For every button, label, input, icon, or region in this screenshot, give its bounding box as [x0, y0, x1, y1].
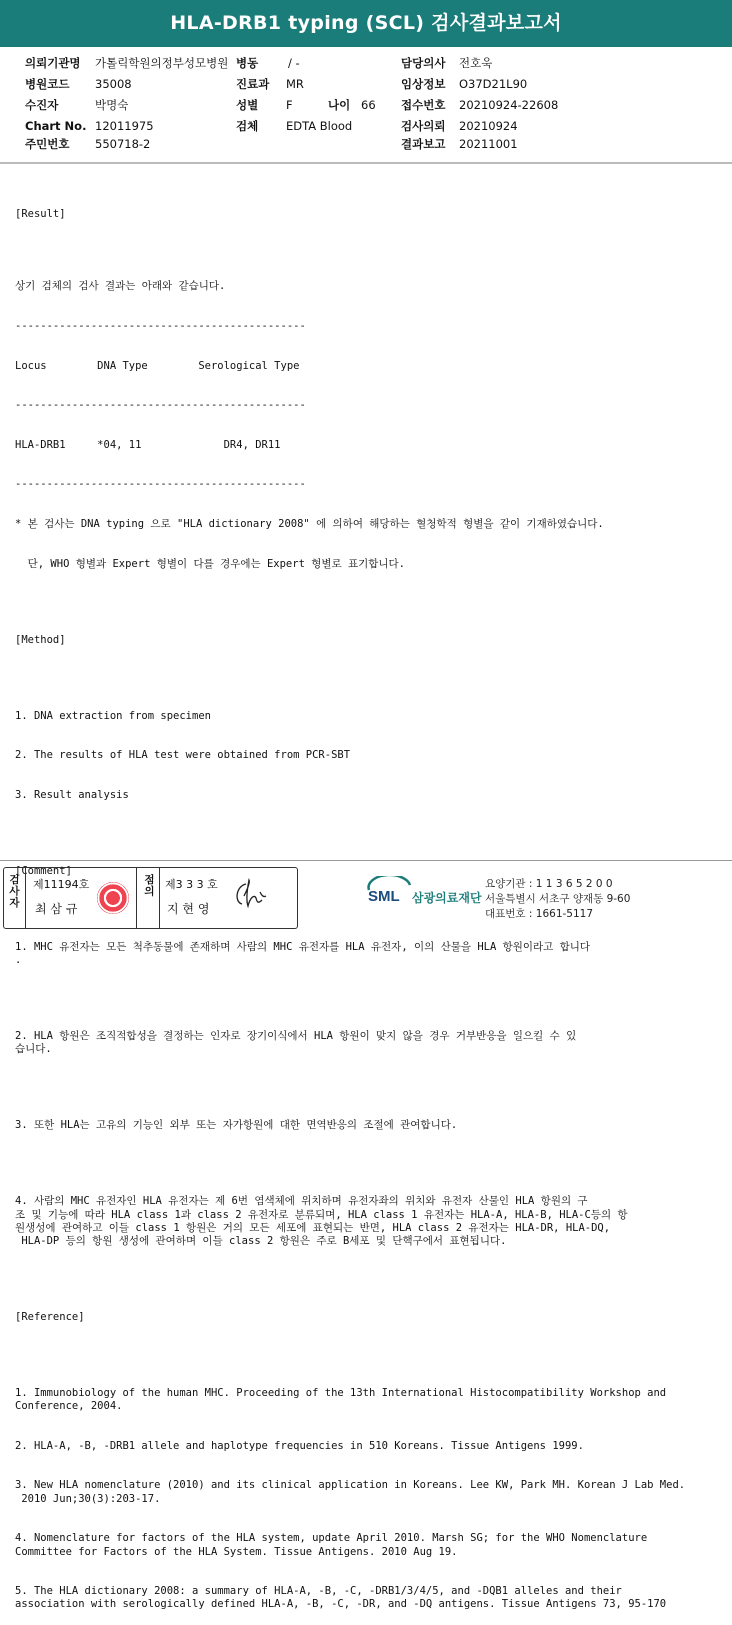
result-note-1: * 본 검사는 DNA typing 으로 "HLA dictionary 2008" 에 의하여 해당하는 혈청학적 형별을 같이 기재하였습니다.: [15, 518, 604, 531]
reference-item: 5. The HLA dictionary 2008: a summary of HLA-A, -B, -C, -DRB1/3/4/5, and -DQB1 alleles and their association with serologically defined HLA-A, -B, -C, -DR, and -DQ antigens. Tissue Antigens 73, 95-170: [15, 1585, 667, 1611]
result-rule-3: ----------------------------------------------: [15, 478, 306, 491]
label-department: 진료과: [236, 77, 270, 91]
label-age: 나이: [328, 98, 351, 112]
label-clinical-info: 임상정보: [401, 77, 446, 91]
label-ward: 병동: [236, 56, 259, 70]
label-institution: 의뢰기관명: [25, 56, 81, 70]
value-report-date: 20211001: [459, 137, 518, 151]
value-request-date: 20210924: [459, 119, 518, 133]
org-address: [485, 877, 630, 922]
value-hospital-code: 35008: [95, 77, 132, 91]
comment-item: 2. HLA 항원은 조직적합성을 결정하는 인자로 장기이식에서 HLA 항원이 맞지 않을 경우 거부반응을 일으킬 수 있 습니다.: [15, 1030, 577, 1056]
signature-box: [3, 867, 298, 929]
value-ward: / -: [288, 56, 300, 70]
comment-item: 3. 또한 HLA는 고유의 기능인 외부 또는 자가항원에 대한 면역반응의 조절에 관여합니다.: [15, 1119, 458, 1132]
method-item: 2. The results of HLA test were obtained from PCR-SBT: [15, 749, 351, 762]
patient-info-col1: [25, 56, 228, 152]
method-item: 3. Result analysis: [15, 788, 129, 801]
value-department: MR: [286, 77, 304, 91]
reference-item: 1. Immunobiology of the human MHC. Proceeding of the 13th International Histocompatibility Workshop and Conference, 2004.: [15, 1387, 667, 1413]
label-resident-no: 주민번호: [25, 137, 70, 151]
value-institution: 가톨릭학원의정부성모병원: [95, 56, 229, 70]
examiner-label: 검사자: [8, 874, 20, 909]
value-receipt-no: 20210924-22608: [459, 98, 559, 112]
label-physician: 담당의사: [401, 56, 446, 70]
result-table-header: Locus DNA Type Serological Type: [15, 359, 300, 372]
value-sex: F: [286, 98, 293, 112]
svg-text:SML: SML: [368, 888, 400, 905]
method-item: 1. DNA extraction from specimen: [15, 709, 211, 722]
reviewer-label: 점의: [143, 874, 155, 897]
reference-heading: [Reference]: [15, 1311, 85, 1324]
result-rule-2: ----------------------------------------------: [15, 399, 306, 412]
reference-item: 4. Nomenclature for factors of the HLA system, update April 2010. Marsh SG; for the WHO Nomenclature Committee for Factors of the HLA System. Tissue Antigens. 2010 Aug 19.: [15, 1532, 648, 1558]
examiner-seal-icon: [97, 882, 129, 914]
result-table-row: HLA-DRB1 *04, 11 DR4, DR11: [15, 438, 281, 451]
method-heading: [Method]: [15, 633, 66, 646]
sml-logo-icon: [366, 876, 414, 906]
reference-item: 3. New HLA nomenclature (2010) and its clinical application in Koreans. Lee KW, Park MH. Korean J Lab Med. 2010 Jun;30(3):203-17.: [15, 1479, 686, 1505]
org-street: 서울특별시 서초구 양재동 9-60: [485, 893, 631, 905]
label-specimen: 검체: [236, 119, 259, 133]
header-divider: [0, 162, 732, 164]
examiner-name: 최 삼 규: [35, 902, 78, 916]
reviewer-name: 지 현 영: [167, 902, 210, 916]
patient-info-col2: [236, 56, 376, 134]
examiner-license: 제11194호: [33, 878, 90, 891]
value-chart-no: 12011975: [95, 119, 154, 133]
value-physician: 전호욱: [459, 56, 493, 70]
result-note-2: 단, WHO 형별과 Expert 형별이 다를 경우에는 Expert 형별로 표기합니다.: [15, 557, 406, 570]
comment-heading: [Comment]: [15, 864, 72, 877]
label-patient: 수진자: [25, 98, 59, 112]
value-age: 66: [361, 98, 376, 112]
reviewer-license: 제3 3 3 호: [165, 878, 218, 891]
result-heading: [Result]: [15, 208, 66, 221]
label-report-date: 결과보고: [401, 137, 446, 151]
result-rule-1: ----------------------------------------------: [15, 320, 306, 333]
label-request-date: 검사의뢰: [401, 119, 446, 133]
reference-item: 2. HLA-A, -B, -DRB1 allele and haplotype frequencies in 510 Koreans. Tissue Antigens 1999.: [15, 1439, 584, 1452]
value-specimen: EDTA Blood: [286, 119, 353, 133]
value-resident-no: 550718-2: [95, 137, 151, 151]
comment-item: 4. 사람의 MHC 유전자인 HLA 유전자는 제 6번 염색체에 위치하며 유전자좌의 위치와 유전자 산물인 HLA 항원의 구 조 및 기능에 따라 HLA class 1과 class 2 유전자로 분류되며, HLA class 1 유전자는 HLA-A, HLA-B, HLA-C등의 항 원생성에 관여하고 이들 class 1 항원은 거의 모든 세포에 표현되는 반면, HLA class 2 유전자는 HLA-DR, HLA-DQ, HLA-DP 등의 항원 생성에 관여하며 이들 class 2 항원은 주로 B세포 및 단핵구에서 표현됩니다.: [15, 1195, 628, 1248]
org-code: 요양기관 : 1 1 3 6 5 2 0 0: [485, 878, 613, 890]
patient-info-col3: [401, 56, 558, 152]
label-hospital-code: 병원코드: [25, 77, 70, 91]
label-chart-no: Chart No.: [25, 119, 87, 133]
label-receipt-no: 접수번호: [401, 98, 446, 112]
value-patient: 박명숙: [95, 98, 129, 112]
comment-item: 1. MHC 유전자는 모든 척추동물에 존재하며 사람의 MHC 유전자를 HLA 유전자, 이의 산물을 HLA 항원이라고 합니다 .: [15, 940, 591, 967]
report-title: HLA-DRB1 typing (SCL) 검사결과보고서: [0, 0, 732, 47]
label-sex: 성별: [236, 98, 259, 112]
reviewer-signature-icon: [230, 876, 270, 916]
org-phone: 대표번호 : 1661-5117: [485, 908, 594, 920]
footer-divider: [0, 860, 732, 861]
result-intro: 상기 검체의 검사 결과는 아래와 같습니다.: [15, 280, 226, 293]
org-name: 삼광의료재단: [412, 891, 482, 905]
value-clinical-info: O37D21L90: [459, 77, 528, 91]
